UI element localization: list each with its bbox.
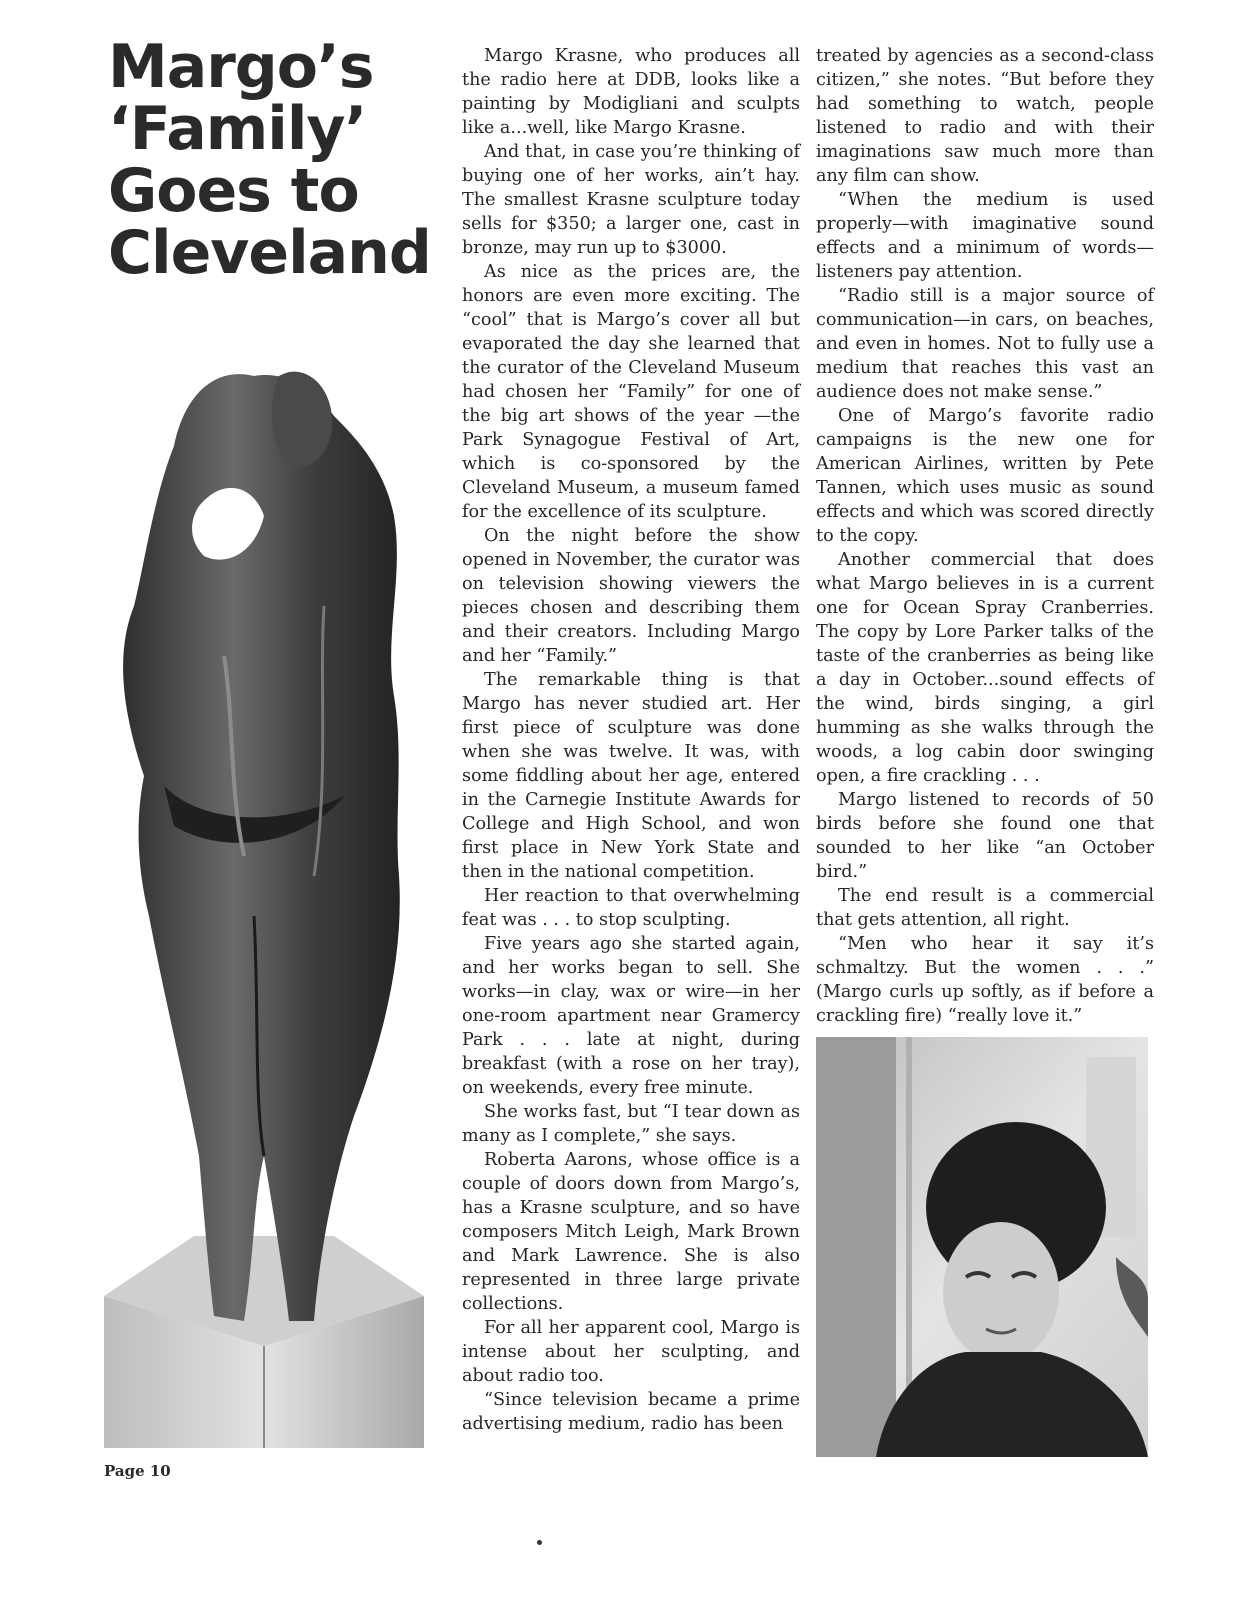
paragraph: And that, in case you’re thinking of buying one of her works, ain’t hay. The smallest Krasne sculpture today sells for $350; a larger one, cast in bronze, may run up to $3000. (462, 142, 800, 258)
article-column-middle (462, 44, 800, 1436)
paragraph: Margo Krasne, who produces all the radio here at DDB, looks like a painting by Modigliani and sculpts like a...well, like Margo Krasne. (462, 46, 800, 138)
paragraph: Another commercial that does what Margo believes in is a current one for Ocean Spray Cranberries. The copy by Lore Parker talks of the taste of the cranberries as being like a day in October...sound effects of the wind, birds singing, a girl humming as she walks through the woods, a log cabin door swinging open, a fire crackling . . . (816, 550, 1154, 786)
paragraph: Roberta Aarons, whose office is a couple of doors down from Margo’s, has a Krasne sculpture, and so have composers Mitch Leigh, Mark Brown and Mark Lawrence. She is also represented in three large private collections. (462, 1150, 800, 1314)
headline-line: Margo’s (108, 32, 374, 102)
paragraph: As nice as the prices are, the honors are even more exciting. The “cool” that is Margo’s cover all but evaporated the day she learned that the curator of the Cleveland Museum had chosen her “Family” for one of the big art shows of the year —the Park Synagogue Festival of Art, which is co-sponsored by the Cleveland Museum, a museum famed for the excellence of its sculpture. (462, 262, 800, 522)
paragraph: Her reaction to that overwhelming feat was . . . to stop sculpting. (462, 886, 800, 930)
paragraph: Five years ago she started again, and her works began to sell. She works—in clay, wax or wire—in her one-room apartment near Gramercy Park . . . late at night, during breakfast (with a rose on her tray), on weekends, every free minute. (462, 934, 800, 1098)
headline-line: ‘Family’ (108, 94, 367, 164)
paragraph: Margo listened to records of 50 birds before she found one that sounded to her like “an October bird.” (816, 790, 1154, 882)
paragraph: On the night before the show opened in November, the curator was on television showing viewers the pieces chosen and describing them and their creators. Including Margo and her “Family.” (462, 526, 800, 666)
paragraph: “Men who hear it say it’s schmaltzy. But the women . . .” (Margo curls up softly, as if before a crackling fire) “really love it.” (816, 934, 1154, 1026)
stray-mark (537, 1540, 542, 1545)
paragraph: The end result is a commercial that gets attention, all right. (816, 886, 1154, 930)
paragraph: For all her apparent cool, Margo is intense about her sculpting, and about radio too. (462, 1318, 800, 1386)
paragraph: “Since television became a prime advertising medium, radio has been (462, 1390, 800, 1434)
paragraph: treated by agencies as a second-class citizen,” she notes. “But before they had something to watch, people listened to radio and with their imaginations saw much more than any film can show. (816, 46, 1154, 186)
paragraph: One of Margo’s favorite radio campaigns is the new one for American Airlines, written by Pete Tannen, which uses music as sound effects and which was scored directly to the copy. (816, 406, 1154, 546)
headline-line: Cleveland (108, 218, 431, 288)
paragraph: The remarkable thing is that Margo has never studied art. Her first piece of sculpture was done when she was twelve. It was, with some fiddling about her age, entered in the Carnegie Institute Awards for College and High School, and won first place in New York State and then in the national competition. (462, 670, 800, 882)
paragraph: She works fast, but “I tear down as many as I complete,” she says. (462, 1102, 800, 1146)
family-sculpture-photo (104, 356, 424, 1448)
headline-line: Goes to (108, 156, 359, 226)
article-headline (108, 32, 438, 288)
article-column-right (816, 44, 1154, 1028)
margo-portrait-photo (816, 1037, 1148, 1457)
paragraph: “When the medium is used properly—with imaginative sound effects and a minimum of words—listeners pay attention. (816, 190, 1154, 282)
paragraph: “Radio still is a major source of communication—in cars, on beaches, and even in homes. Not to fully use a medium that reaches this vast an audience does not make sense.” (816, 286, 1154, 402)
page-number: Page 10 (104, 1462, 171, 1480)
